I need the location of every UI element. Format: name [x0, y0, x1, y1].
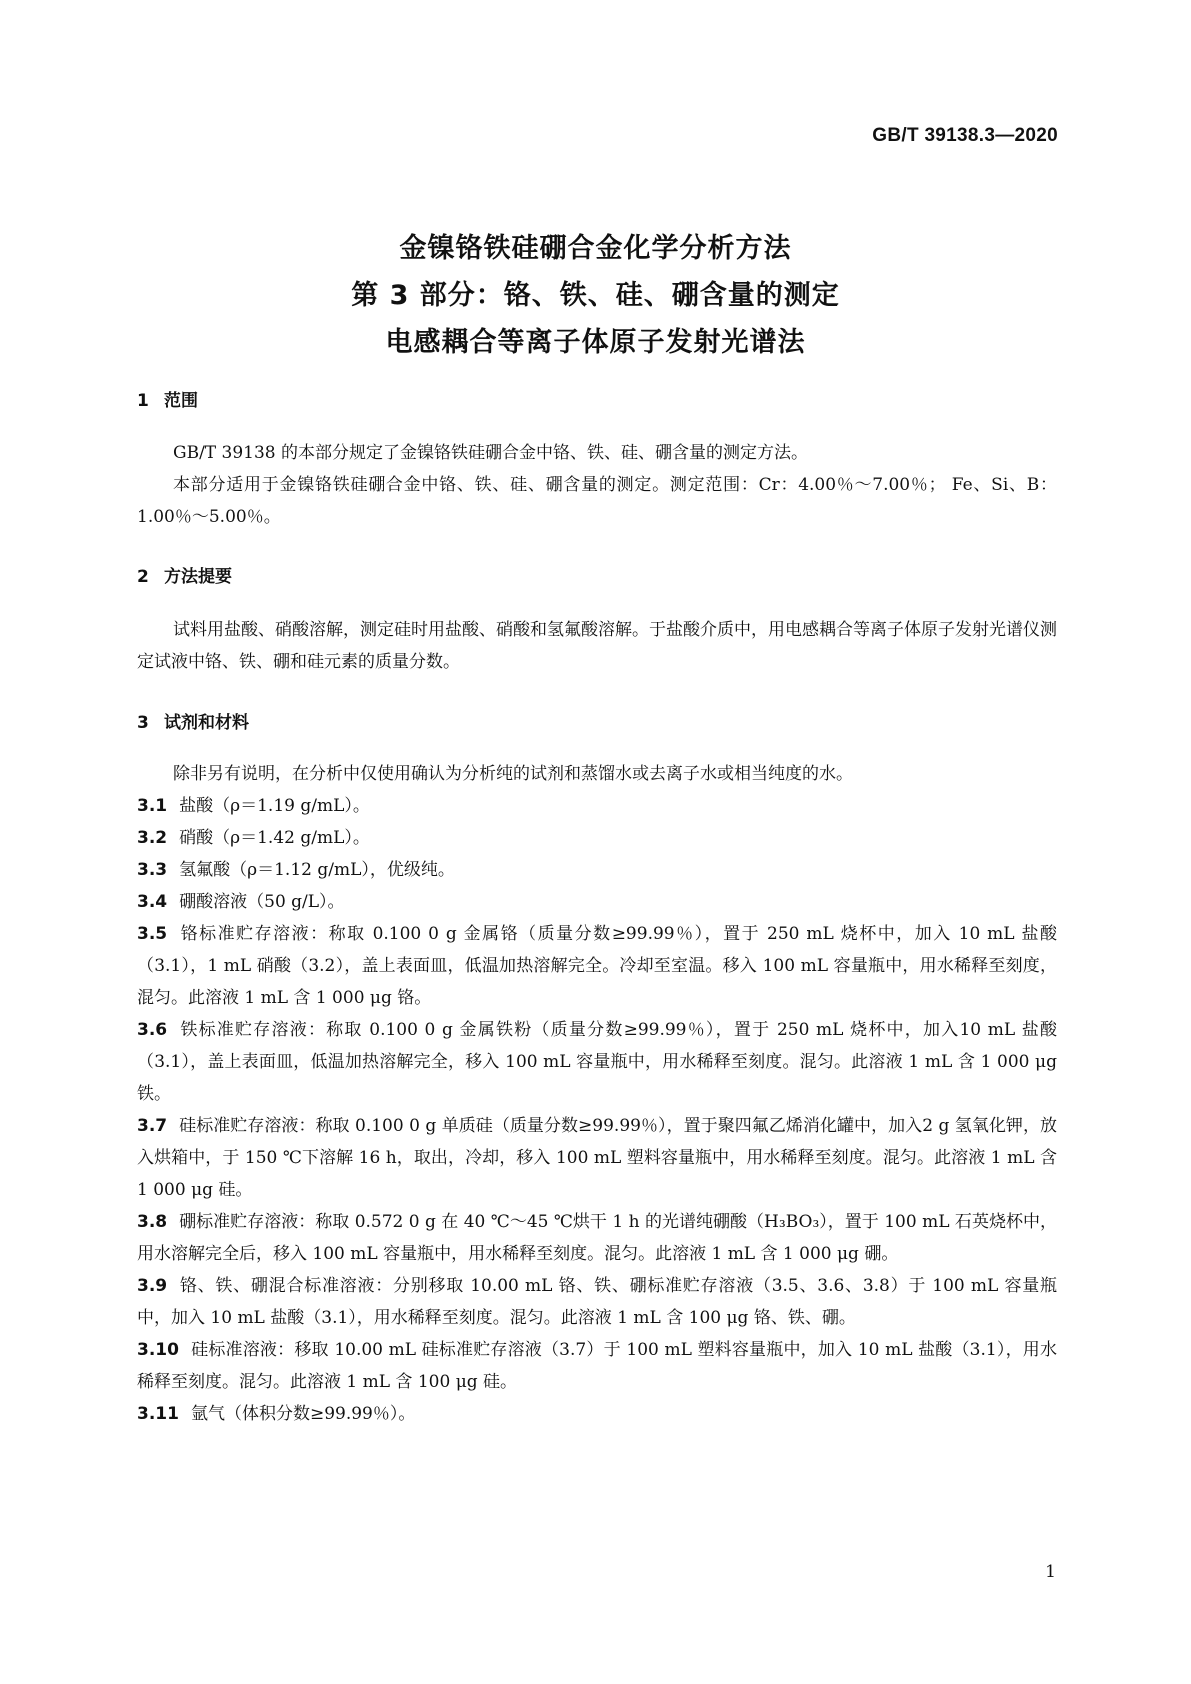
item-number: 3.5 — [137, 924, 168, 944]
section-number: 3 — [137, 713, 149, 733]
item-number: 3.2 — [137, 828, 168, 848]
list-item-3-5 — [137, 918, 1057, 1014]
section-3-heading — [137, 708, 249, 733]
item-text: 盐酸（ρ＝1.19 g/mL）。 — [179, 796, 370, 816]
title-line-3: 电感耦合等离子体原子发射光谱法 — [385, 327, 806, 358]
section-number: 1 — [137, 391, 149, 411]
list-item-3-1 — [137, 790, 1057, 822]
item-text: 氢氟酸（ρ＝1.12 g/mL），优级纯。 — [179, 860, 455, 880]
list-item-3-6 — [137, 1014, 1057, 1110]
list-item-3-8 — [137, 1206, 1057, 1270]
list-item-3-11 — [137, 1398, 1057, 1430]
title-line-1: 金镍铬铁硅硼合金化学分析方法 — [399, 233, 792, 264]
section-title: 方法提要 — [164, 567, 232, 587]
item-number: 3.4 — [137, 892, 168, 912]
list-item-3-3 — [137, 854, 1057, 886]
item-text: 铬、铁、硼混合标准溶液：分别移取 10.00 mL 铬、铁、硼标准贮存溶液（3.5、3.6、3.8）于 100 mL 容量瓶中，加入 10 mL 盐酸（3.1），用水稀释至刻度。混匀。此溶液 1 mL 含 100 μg 铬、铁、硼。 — [137, 1276, 1057, 1328]
item-number: 3.11 — [137, 1404, 179, 1424]
section-number: 2 — [137, 567, 149, 587]
item-number: 3.10 — [137, 1340, 179, 1360]
list-item-3-4 — [137, 886, 1057, 918]
item-text: 硼酸溶液（50 g/L）。 — [179, 892, 345, 912]
section-1-paragraph-2: 本部分适用于金镍铬铁硅硼合金中铬、铁、硅、硼含量的测定。测定范围：Cr：4.00％～7.00％； Fe、Si、B：1.00％～5.00％。 — [137, 475, 1057, 527]
item-text: 铁标准贮存溶液：称取 0.100 0 g 金属铁粉（质量分数≥99.99％），置于 250 mL 烧杯中，加入10 mL 盐酸（3.1），盖上表面皿，低温加热溶解完全，移入 100 mL 容量瓶中，用水稀释至刻度。混匀。此溶液 1 mL 含 1 000 μg 铁。 — [137, 1020, 1057, 1104]
section-1-heading — [137, 386, 198, 411]
item-number: 3.1 — [137, 796, 168, 816]
list-item-3-10 — [137, 1334, 1057, 1398]
item-text: 氩气（体积分数≥99.99％）。 — [190, 1404, 416, 1424]
item-number: 3.6 — [137, 1020, 168, 1040]
standard-number: GB/T 39138.3—2020 — [872, 125, 1058, 146]
section-2-paragraph-1: 试料用盐酸、硝酸溶解，测定硅时用盐酸、硝酸和氢氟酸溶解。于盐酸介质中，用电感耦合等离子体原子发射光谱仪测定试液中铬、铁、硼和硅元素的质量分数。 — [137, 620, 1057, 672]
title-line-2: 第 3 部分：铬、铁、硅、硼含量的测定 — [351, 280, 840, 311]
section-2-heading — [137, 562, 232, 587]
item-number: 3.7 — [137, 1116, 168, 1136]
item-text: 硼标准贮存溶液：称取 0.572 0 g 在 40 ℃～45 ℃烘干 1 h 的光谱纯硼酸（H₃BO₃），置于 100 mL 石英烧杯中，用水溶解完全后，移入 100 mL 容量瓶中，用水稀释至刻度。混匀。此溶液 1 mL 含 1 000 μg 硼。 — [137, 1212, 1057, 1264]
item-number: 3.8 — [137, 1212, 168, 1232]
list-item-3-7 — [137, 1110, 1057, 1206]
item-text: 铬标准贮存溶液：称取 0.100 0 g 金属铬（质量分数≥99.99％），置于 250 mL 烧杯中，加入 10 mL 盐酸（3.1），1 mL 硝酸（3.2），盖上表面皿，低温加热溶解完全。冷却至室温。移入 100 mL 容量瓶中，用水稀释至刻度，混匀。此溶液 1 mL 含 1 000 μg 铬。 — [137, 924, 1057, 1008]
section-1-paragraph-1: GB/T 39138 的本部分规定了金镍铬铁硅硼合金中铬、铁、硅、硼含量的测定方法。 — [173, 443, 809, 463]
list-item-3-2 — [137, 822, 1057, 854]
item-text: 硅标准溶液：移取 10.00 mL 硅标准贮存溶液（3.7）于 100 mL 塑料容量瓶中，加入 10 mL 盐酸（3.1），用水稀释至刻度。混匀。此溶液 1 mL 含 100 μg 硅。 — [137, 1340, 1057, 1392]
item-text: 硅标准贮存溶液：称取 0.100 0 g 单质硅（质量分数≥99.99％），置于聚四氟乙烯消化罐中，加入2 g 氢氧化钾，放入烘箱中，于 150 ℃下溶解 16 h，取出，冷却，移入 100 mL 塑料容量瓶中，用水稀释至刻度。混匀。此溶液 1 mL 含 1 000 μg 硅。 — [137, 1116, 1057, 1200]
list-item-3-9 — [137, 1270, 1057, 1334]
section-title: 范围 — [164, 391, 198, 411]
section-title: 试剂和材料 — [164, 713, 249, 733]
item-text: 硝酸（ρ＝1.42 g/mL）。 — [179, 828, 370, 848]
section-3-paragraph-1: 除非另有说明，在分析中仅使用确认为分析纯的试剂和蒸馏水或去离子水或相当纯度的水。 — [173, 764, 853, 784]
page-number: 1 — [1045, 1562, 1056, 1582]
item-number: 3.3 — [137, 860, 168, 880]
item-number: 3.9 — [137, 1276, 168, 1296]
